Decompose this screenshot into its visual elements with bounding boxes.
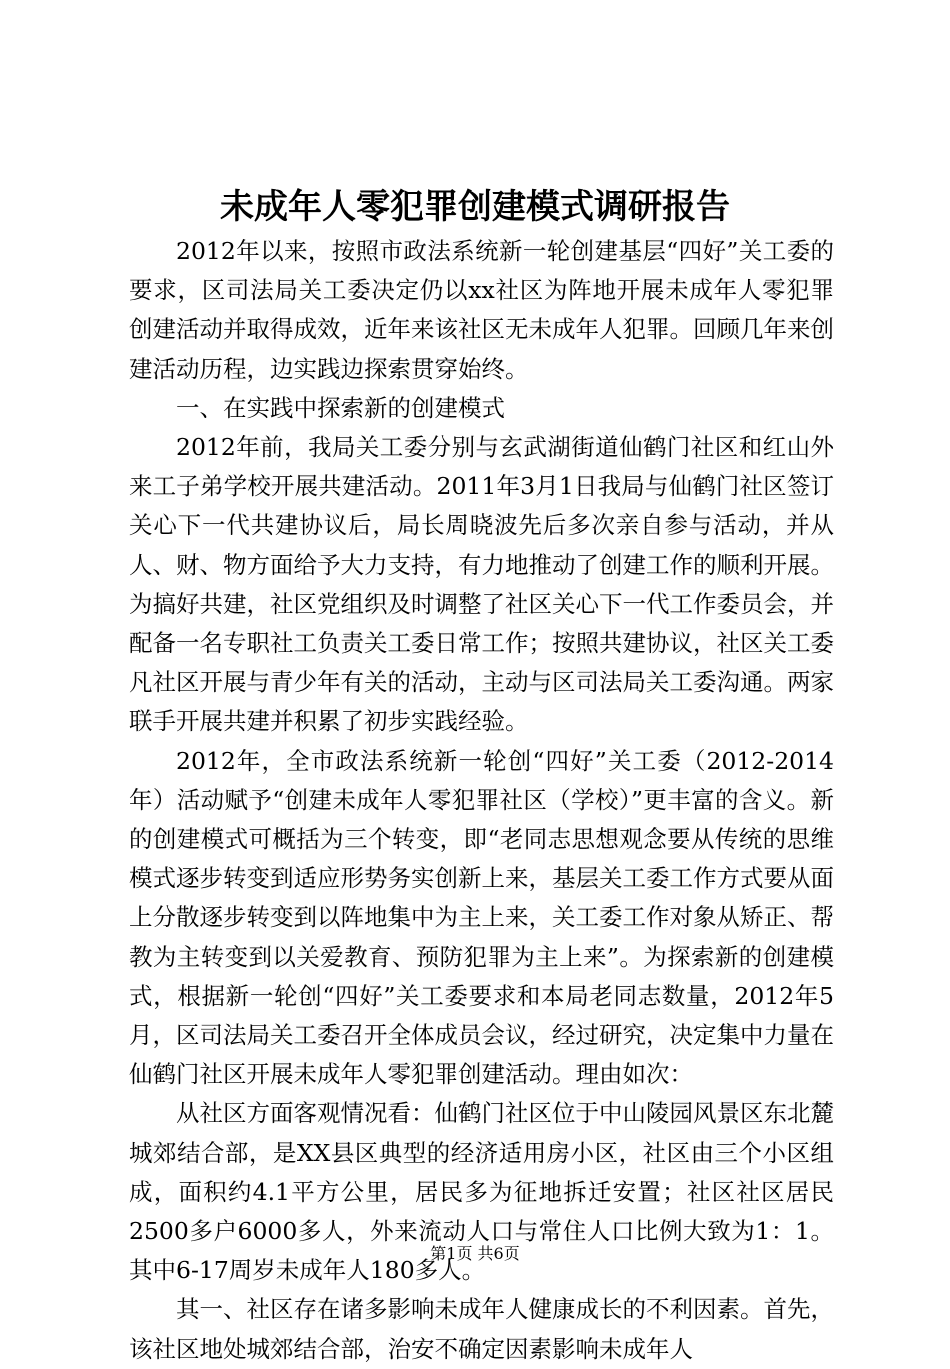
paragraph-history: 2012年前，我局关工委分别与玄武湖街道仙鹤门社区和红山外来工子弟学校开展共建活动。2011年3月1日我局与仙鹤门社区签订关心下一代共建协议后，局长周晓波先后多次亲自参与活动，并从人、财、物方面给予大力支持，有力地推动了创建工作的顺利开展。为搞好共建，社区党组织及时调整了社区关心下一代工作委员会，并配备一名专职社工负责关工委日常工作；按照共建协议，社区关工委凡社区开展与青少年有关的活动，主动与区司法局关工委沟通。两家联手开展共建并积累了初步实践经验。 (129, 433, 834, 736)
paragraph-community-situation: 从社区方面客观情况看：仙鹤门社区位于中山陵园风景区东北麓城郊结合部，是XX县区典型的经济适用房小区，社区由三个小区组成，面积约4.1平方公里，居民多为征地拆迁安置；社区社区居民2500多户6000多人，外来流动人口与常住人口比例大致为1：1。其中6-17周岁未成年人180多人。 (129, 1099, 834, 1285)
section-heading-1: 一、在实践中探索新的创建模式 (176, 393, 505, 422)
document-title: 未成年人零犯罪创建模式调研报告 (220, 187, 730, 227)
paragraph-new-model: 2012年，全市政法系统新一轮创“四好”关工委（2012-2014年）活动赋予“创建未成年人零犯罪社区（学校）”更丰富的含义。新的创建模式可概括为三个转变，即“老同志思想观念要从传统的思维模式逐步转变到适应形势务实创新上来，基层关工委工作方式要从面上分散逐步转变到以阵地集中为主上来，关工委工作对象从矫正、帮教为主转变到以关爱教育、预防犯罪为主上来”。为探索新的创建模式，根据新一轮创“四好”关工委要求和本局老同志数量，2012年5月，区司法局关工委召开全体成员会议，经过研究，决定集中力量在仙鹤门社区开展未成年人零犯罪创建活动。理由如次： (129, 746, 834, 1089)
paragraph-intro: 2012年以来，按照市政法系统新一轮创建基层“四好”关工委的要求，区司法局关工委决定仍以xx社区为阵地开展未成年人零犯罪创建活动并取得成效，近年来该社区无未成年人犯罪。回顾几年来创建活动历程，边实践边探索贯穿始终。 (129, 237, 834, 383)
paragraph-factor-1: 其一、社区存在诸多影响未成年人健康成长的不利因素。首先，该社区地处城郊结合部，治安不确定因素影响未成年人 (129, 1295, 834, 1363)
document-body (129, 232, 834, 1369)
page-number: 第1页 共6页 (430, 1244, 520, 1263)
